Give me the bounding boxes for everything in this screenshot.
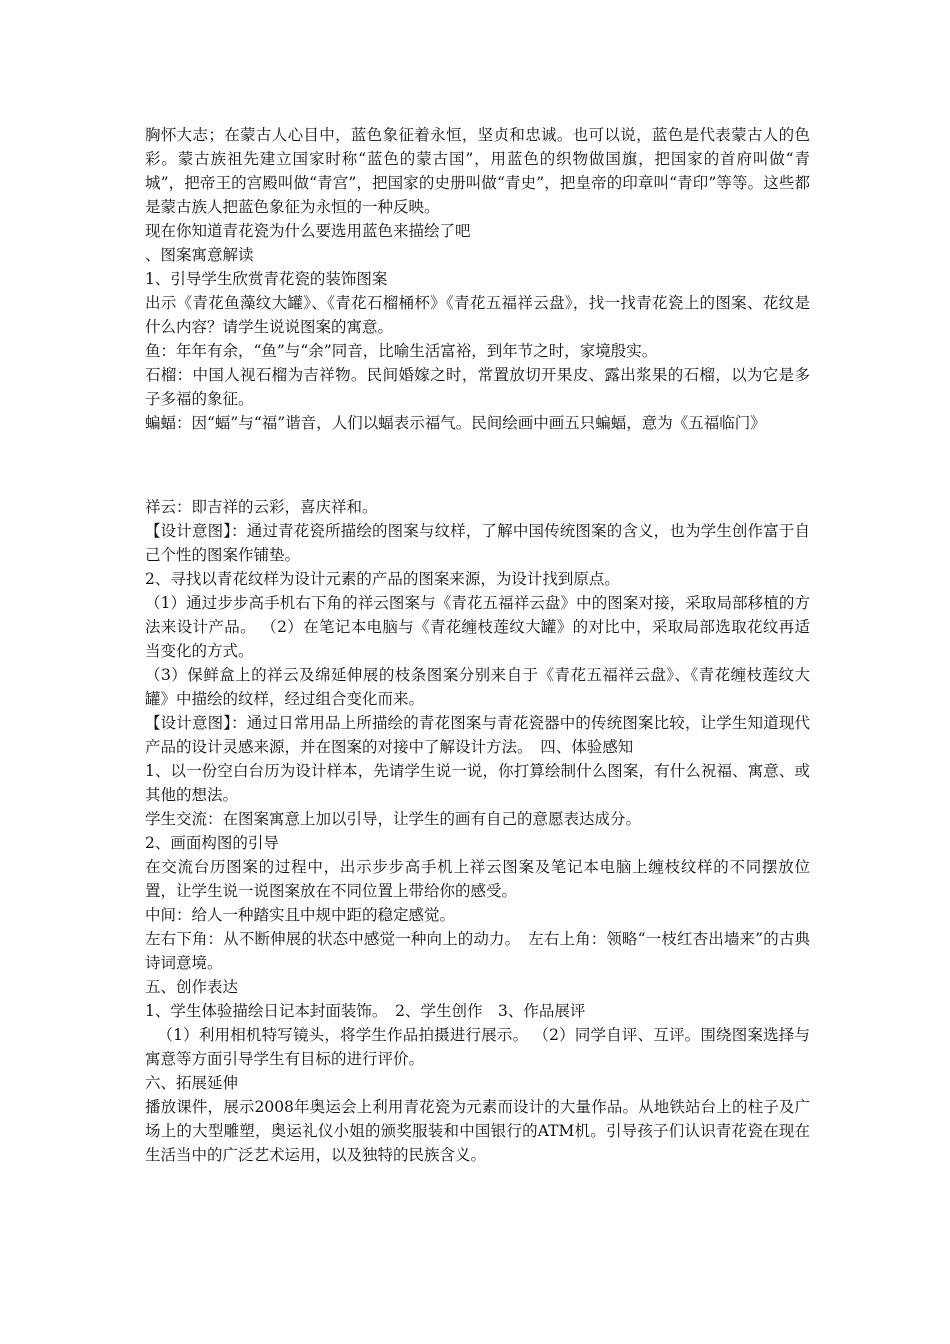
text-block-upper bbox=[145, 123, 810, 435]
paragraph-bat: 蝙蝠：因“蝠”与“福”谐音，人们以蝠表示福气。民间绘画中画五只蝙蝠，意为《五福临门》 bbox=[145, 414, 766, 432]
paragraph-show-works: 出示《青花鱼藻纹大罐》、《青花石榴桶杯》《青花五福祥云盘》，找一找青花瓷上的图案、花纹是什么内容？请学生说说图案的寓意。 bbox=[145, 294, 810, 336]
paragraph-blue-symbolism: 胸怀大志；在蒙古人心目中，蓝色象征着永恒，坚贞和忠诚。也可以说，蓝色是代表蒙古人的色彩。蒙古族祖先建立国家时称“蓝色的蒙古国”，用蓝色的织物做国旗，把国家的首府叫做“青城”，把帝王的宫殿叫做“青宫”，把国家的史册叫做“青史”，把皇帝的印章叫“青印”等等。这些都是蒙古族人把蓝色象征为永恒的一种反映。 bbox=[145, 126, 810, 216]
paragraph-calendar-sample: 1、以一份空白台历为设计样本，先请学生说一说，你打算绘制什么图案，有什么祝福、寓意、或其他的想法。 bbox=[145, 762, 810, 804]
step-heading-find-source: 2、寻找以青花纹样为设计元素的产品的图案来源，为设计找到原点。 bbox=[145, 570, 620, 588]
section-heading-creation: 五、创作表达 bbox=[145, 978, 239, 996]
paragraph-placement: 在交流台历图案的过程中，出示步步高手机上祥云图案及笔记本电脑上缠枝纹样的不同摆放位置，让学生说一说图案放在不同位置上带给你的感受。 bbox=[145, 858, 810, 900]
step-heading-appreciate: 1、引导学生欣赏青花瓷的装饰图案 bbox=[145, 270, 388, 288]
step-heading-composition: 2、画面构图的引导 bbox=[145, 834, 279, 852]
paragraph-fish: 鱼：年年有余，“鱼”与“余”同音，比喻生活富裕，到年节之时，家境殷实。 bbox=[145, 342, 658, 360]
paragraph-cloud: 祥云：即吉祥的云彩，喜庆祥和。 bbox=[145, 498, 378, 516]
paragraph-corners: 左右下角：从不断伸展的状态中感觉一种向上的动力。 左右上角：领略“一枝红杏出墙来”的古典诗词意境。 bbox=[145, 930, 810, 972]
paragraph-creation-steps: 1、学生体验描绘日记本封面装饰。 2、学生创作 3、作品展评 bbox=[145, 1002, 586, 1020]
section-heading-pattern-meaning: 、图案寓意解读 bbox=[145, 246, 254, 264]
paragraph-phone-laptop: （1）通过步步高手机右下角的祥云图案与《青花五福祥云盘》中的图案对接，采取局部移植的方法来设计产品。 （2）在笔记本电脑与《青花缠枝莲纹大罐》的对比中，采取局部选取花纹再适当变化的方式。 bbox=[145, 594, 810, 660]
paragraph-middle: 中间：给人一种踏实且中规中距的稳定感觉。 bbox=[145, 906, 456, 924]
text-block-lower bbox=[145, 495, 810, 1167]
paragraph-pomegranate: 石榴：中国人视石榴为吉祥物。民间婚嫁之时，常置放切开果皮、露出浆果的石榴，以为它是多子多福的象征。 bbox=[145, 366, 810, 408]
paragraph-showcase: （1）利用相机特写镜头，将学生作品拍摄进行展示。 （2）同学自评、互评。围绕图案选择与寓意等方面引导学生有目标的进行评价。 bbox=[145, 1026, 810, 1068]
paragraph-design-intent-2: 【设计意图】：通过日常用品上所描绘的青花图案与青花瓷器中的传统图案比较，让学生知道现代产品的设计灵感来源，并在图案的对接中了解设计方法。 四、体验感知 bbox=[145, 714, 810, 756]
section-heading-extension: 六、拓展延伸 bbox=[145, 1074, 239, 1092]
paragraph-design-intent-1: 【设计意图】：通过青花瓷所描绘的图案与纹样，了解中国传统图案的含义，也为学生创作富于自己个性的图案作铺垫。 bbox=[145, 522, 810, 564]
paragraph-container: （3）保鲜盒上的祥云及绵延伸展的枝条图案分别来自于《青花五福祥云盘》、《青花缠枝莲纹大罐》中描绘的纹样，经过组合变化而来。 bbox=[145, 666, 810, 708]
paragraph-why-blue: 现在你知道青花瓷为什么要选用蓝色来描绘了吧 bbox=[145, 222, 471, 240]
paragraph-olympics: 播放课件，展示2008年奥运会上利用青花瓷为元素而设计的大量作品。从地铁站台上的柱子及广场上的大型雕塑，奥运礼仪小姐的颁奖服装和中国银行的ATM机。引导孩子们认识青花瓷在现在生活当中的广泛艺术运用，以及独特的民族含义。 bbox=[145, 1098, 810, 1164]
paragraph-student-exchange: 学生交流：在图案寓意上加以引导，让学生的画有自己的意愿表达成分。 bbox=[145, 810, 642, 828]
